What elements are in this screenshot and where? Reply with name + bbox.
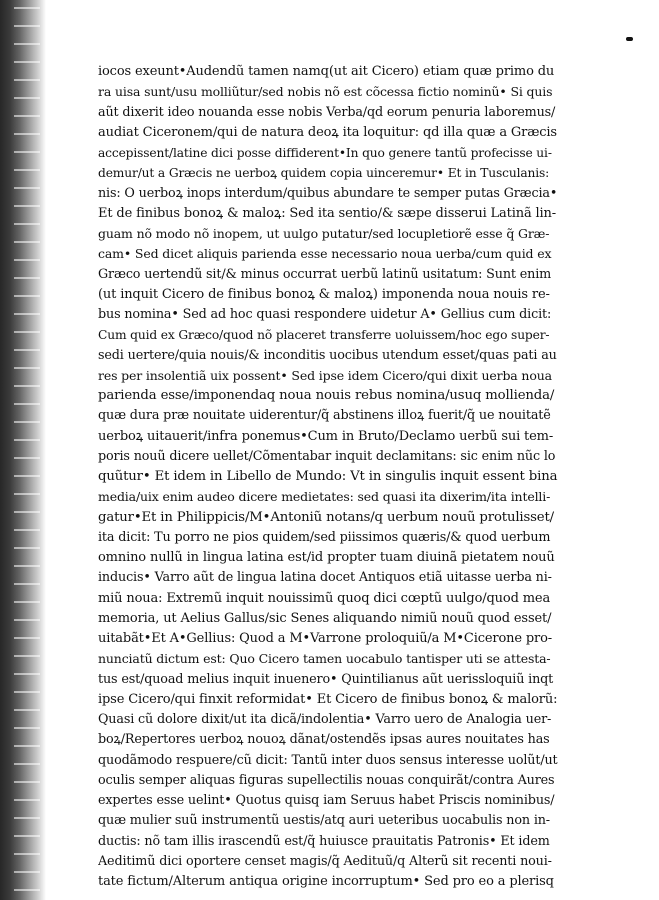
text-line: Quasi cũ dolore dixit/ut ita dicã/indolentia• Varro uero de Analogia uer- [98,712,552,727]
text-line: res per insolentiã uix possent• Sed ipse idem Cicero/qui dixit uerba noua [98,367,552,383]
text-line: bus nomina• Sed ad hoc quasi respondere uidetur A• Gellius cum dicit: [98,307,552,322]
text-line: tate fictum/Alterum antiqua origine incorruptum• Sed pro eo a plerisq [98,874,554,889]
text-line: Et de finibus bonoꝝ & maloꝝ: Sed ita sentio/& sæpe disserui Latinã lin- [98,205,557,221]
text-line: quæ mulier suũ instrumentũ uestis/atq auri ueteribus uocabulis non in- [98,813,550,829]
text-line: ra uisa sunt/usu molliũtur/sed nobis nõ est cõcessa fictio nominũ• Si quis [98,84,553,100]
text-line: boꝝ/Repertores uerboꝝ nouoꝝ dãnat/ostendẽs ipsas aures nouitates has [98,732,550,748]
text-line: poris nouũ dicere uellet/Cõmentabar inquit declamitans: sic enim nũc lo [98,448,556,464]
text-line: (ut inquit Cicero de finibus bonoꝝ & maloꝝ) imponenda noua nouis re- [98,286,550,302]
text-line: accepissent/latine dici posse diffiderent•In quo genere tantũ profecisse ui- [98,146,552,160]
text-line: quodãmodo respuere/cũ dicit: Tantũ inter duos sensus interesse uolũt/ut [98,752,558,768]
text-line: guam nõ modo nõ inopem, ut uulgo putatur/sed locupletiorẽ esse q̃ Græ- [98,226,550,241]
text-line: nunciatũ dictum est: Quo Cicero tamen uocabulo tantisper uti se attesta- [98,651,551,667]
text-line: sedi uertere/quia nouis/& inconditis uocibus utendum esset/quas pati au [98,347,557,363]
text-line: ductis: nõ tam illis irascendũ est/q̃ huiusce prauitatis Patronis• Et idem [98,833,550,849]
text-line: uerboꝝ uitauerit/infra ponemus•Cum in Bruto/Declamo uerbũ sui tem- [98,428,554,444]
text-line: omnino nullũ in lingua latina est/id propter tuam diuinã pietatem nouũ [98,550,555,565]
binding-edge [0,0,46,900]
text-line: iocos exeunt•Audendũ tamen namq(ut ait Cicero) etiam quæ primo du [98,64,555,79]
ink-speck [626,37,633,41]
text-line: gatur•Et in Philippicis/M•Antoniũ notans/q uerbum nouũ protulisset/ [98,509,554,525]
text-line: quæ dura præ nouitate uiderentur/q̃ abstinens illoꝝ fuerit/q̃ ue nouitatẽ [98,408,551,424]
text-line: aũt dixerit ideo nouanda esse nobis Verba/qd eorum penuria laboremus/ [98,104,556,120]
text-line: nis: O uerboꝝ inops interdum/quibus abundare te semper putas Græcia• [98,185,558,201]
text-line: media/uix enim audeo dicere medietates: sed quasi ita dixerim/ita intelli- [98,489,551,505]
text-line: oculis semper aliquas figuras supellectilis nouas conquirãt/contra Aures [98,772,555,788]
text-line: audiat Ciceronem/qui de natura deoꝝ ita loquitur: qd illa quæ a Græcis [98,124,557,140]
text-line: memoria, ut Aelius Gallus/sic Senes aliquando nimiũ nouũ quod esset/ [98,610,552,626]
text-line: parienda esse/imponendaq noua nouis rebus nomina/usuq molliendа/ [98,388,555,403]
text-line: Cum quid ex Græco/quod nõ placeret transferre uoluissem/hoc ego super- [98,328,550,343]
text-line: ita dicit: Tu porro ne pios quidem/sed piissimos quæris/& quod uerbum [98,529,551,545]
text-line: miũ noua: Extremũ inquit nouissimũ quoq dici cœptũ uulgo/quod mea [98,590,551,606]
text-line: quũtur• Et idem in Libello de Mundo: Vt in singulis inquit essent bina [98,469,558,484]
text-line: inducis• Varro aũt de lingua latina docet Antiquos etiã uitasse uerba ni- [98,570,552,586]
text-line: expertes esse uelint• Quotus quisq iam Seruus habet Priscis nominibus/ [98,793,555,808]
text-line: Græco uertendũ sit/& minus occurrat uerbũ latinũ usitatum: Sunt enim [98,266,552,282]
body-text [98,62,558,892]
text-line: tus est/quoad melius inquit inuenero• Quintilianus aũt uerissloquiũ inqt [98,671,554,687]
text-line: Aeditimũ dici oportere censet magis/q̃ Aedituũ/q Alterũ sit recenti noui- [98,853,552,869]
text-line: ipse Cicero/qui finxit reformidat• Et Cicero de finibus bonoꝝ & malorũ: [98,691,558,707]
text-line: cam• Sed dicet aliquis pariendа esse necessario noua uerba/cum quid ex [98,246,552,262]
text-line: demur/ut a Græcis ne uerboꝝ quidem copia uinceremur• Et in Tusculanis: [98,166,550,181]
text-line: uitabãt•Et A•Gellius: Quod a M•Varrone proloquiũ/a M•Cicerone pro- [98,631,553,646]
